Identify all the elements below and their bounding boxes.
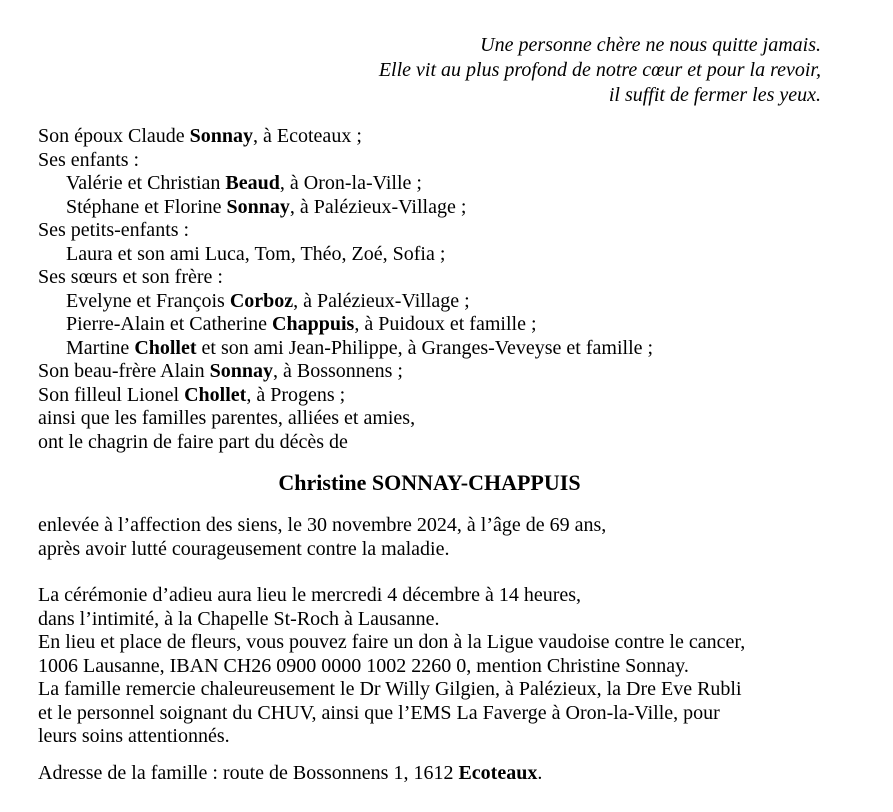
text-segment: Valérie et Christian [66, 172, 226, 194]
emphasized-name: Corboz [229, 289, 294, 312]
text-segment: Son filleul Lionel [38, 383, 185, 406]
text-segment: Adresse de la famille : route de Bossonnens 1, 1612 [38, 761, 459, 784]
text-segment: Martine [66, 336, 135, 359]
family-line [38, 243, 821, 267]
ceremony-line [38, 631, 821, 655]
text-segment: Son beau-frère Alain [38, 360, 210, 382]
text-segment: , à Palézieux-Village ; [293, 289, 470, 312]
text-segment: Ses petits-enfants : [38, 219, 190, 241]
text-segment: enlevée à l’affection des siens, le 30 novembre 2024, à l’âge de 69 ans, [38, 514, 607, 536]
family-line [38, 337, 821, 361]
emphasized-name: Ecoteaux [458, 761, 538, 784]
epigraph-line [38, 83, 821, 108]
text-segment: dans l’intimité, à la Chapelle St-Roch à Lausanne. [38, 607, 440, 630]
text-segment: leurs soins attentionnés. [38, 725, 230, 747]
text-segment: , à Ecoteaux ; [253, 125, 362, 147]
text-segment: Stéphane et Florine [66, 195, 227, 218]
ceremony-line [38, 584, 821, 608]
family-line [38, 360, 821, 384]
epigraph-quote [38, 33, 821, 108]
death-detail-line [38, 538, 821, 562]
text-segment: et le personnel soignant du CHUV, ainsi que l’EMS La Faverge à Oron-la-Ville, pour [38, 701, 720, 724]
text-segment: Ses sœurs et son frère : [38, 266, 223, 288]
text-segment: Ses enfants : [38, 148, 140, 171]
death-detail-line [38, 514, 821, 538]
family-line [38, 219, 821, 243]
family-line [38, 407, 821, 431]
ceremony-line [38, 725, 821, 749]
deceased-name: Christine SONNAY-CHAPPUIS [278, 470, 581, 495]
death-details [38, 514, 821, 561]
family-line [38, 290, 821, 314]
epigraph-line [38, 58, 821, 83]
text-segment: Pierre-Alain et Catherine [66, 313, 273, 335]
text-segment: , à Palézieux-Village ; [289, 195, 467, 218]
family-line [38, 313, 821, 337]
text-segment: Elle vit au plus profond de notre cœur et pour la revoir, [378, 59, 821, 81]
text-segment: il suffit de fermer les yeux. [608, 84, 821, 106]
emphasized-name: Chollet [134, 336, 197, 359]
epigraph-line [38, 33, 821, 58]
family-line [38, 266, 821, 290]
text-segment: ont le chagrin de faire part du décès de [38, 430, 348, 453]
text-segment: . [537, 761, 543, 784]
emphasized-name: Sonnay [209, 360, 273, 382]
text-segment: après avoir lutté courageusement contre la maladie. [38, 537, 450, 560]
family-line [38, 431, 821, 455]
text-segment: Laura et son ami Luca, Tom, Théo, Zoé, Sofia ; [66, 242, 446, 265]
family-line [38, 172, 821, 196]
family-line [38, 125, 821, 149]
emphasized-name: Sonnay [189, 125, 254, 147]
text-segment: , à Oron-la-Ville ; [279, 172, 422, 194]
ceremony-line [38, 608, 821, 632]
text-segment: , à Progens ; [246, 383, 346, 406]
emphasized-name: Chollet [184, 383, 247, 406]
ceremony-line [38, 678, 821, 702]
ceremony-line [38, 655, 821, 679]
text-segment: , à Bossonnens ; [272, 360, 403, 382]
text-segment: La cérémonie d’adieu aura lieu le mercredi 4 décembre à 14 heures, [38, 584, 582, 606]
family-line [38, 384, 821, 408]
text-segment: ainsi que les familles parentes, alliées et amies, [38, 407, 416, 429]
text-segment: Une personne chère ne nous quitte jamais. [480, 34, 821, 56]
family-list [38, 125, 821, 454]
emphasized-name: Chappuis [272, 313, 355, 335]
text-segment: Evelyne et François [66, 289, 230, 312]
text-segment: et son ami Jean-Philippe, à Granges-Veveyse et famille ; [196, 336, 654, 359]
ceremony-line [38, 702, 821, 726]
text-segment: , à Puidoux et famille ; [354, 313, 537, 335]
ceremony-and-thanks [38, 584, 821, 749]
family-address [38, 762, 821, 786]
family-line [38, 196, 821, 220]
text-segment: En lieu et place de fleurs, vous pouvez faire un don à la Ligue vaudoise contre le cancer, [38, 631, 746, 653]
address-line [38, 762, 821, 786]
emphasized-name: Beaud [225, 172, 280, 194]
text-segment: 1006 Lausanne, IBAN CH26 0900 0000 1002 2260 0, mention Christine Sonnay. [38, 654, 689, 677]
emphasized-name: Sonnay [226, 195, 290, 218]
text-segment: Son époux Claude [38, 125, 190, 147]
text-segment: La famille remercie chaleureusement le Dr Willy Gilgien, à Palézieux, la Dre Eve Rubli [38, 678, 742, 700]
family-line [38, 149, 821, 173]
